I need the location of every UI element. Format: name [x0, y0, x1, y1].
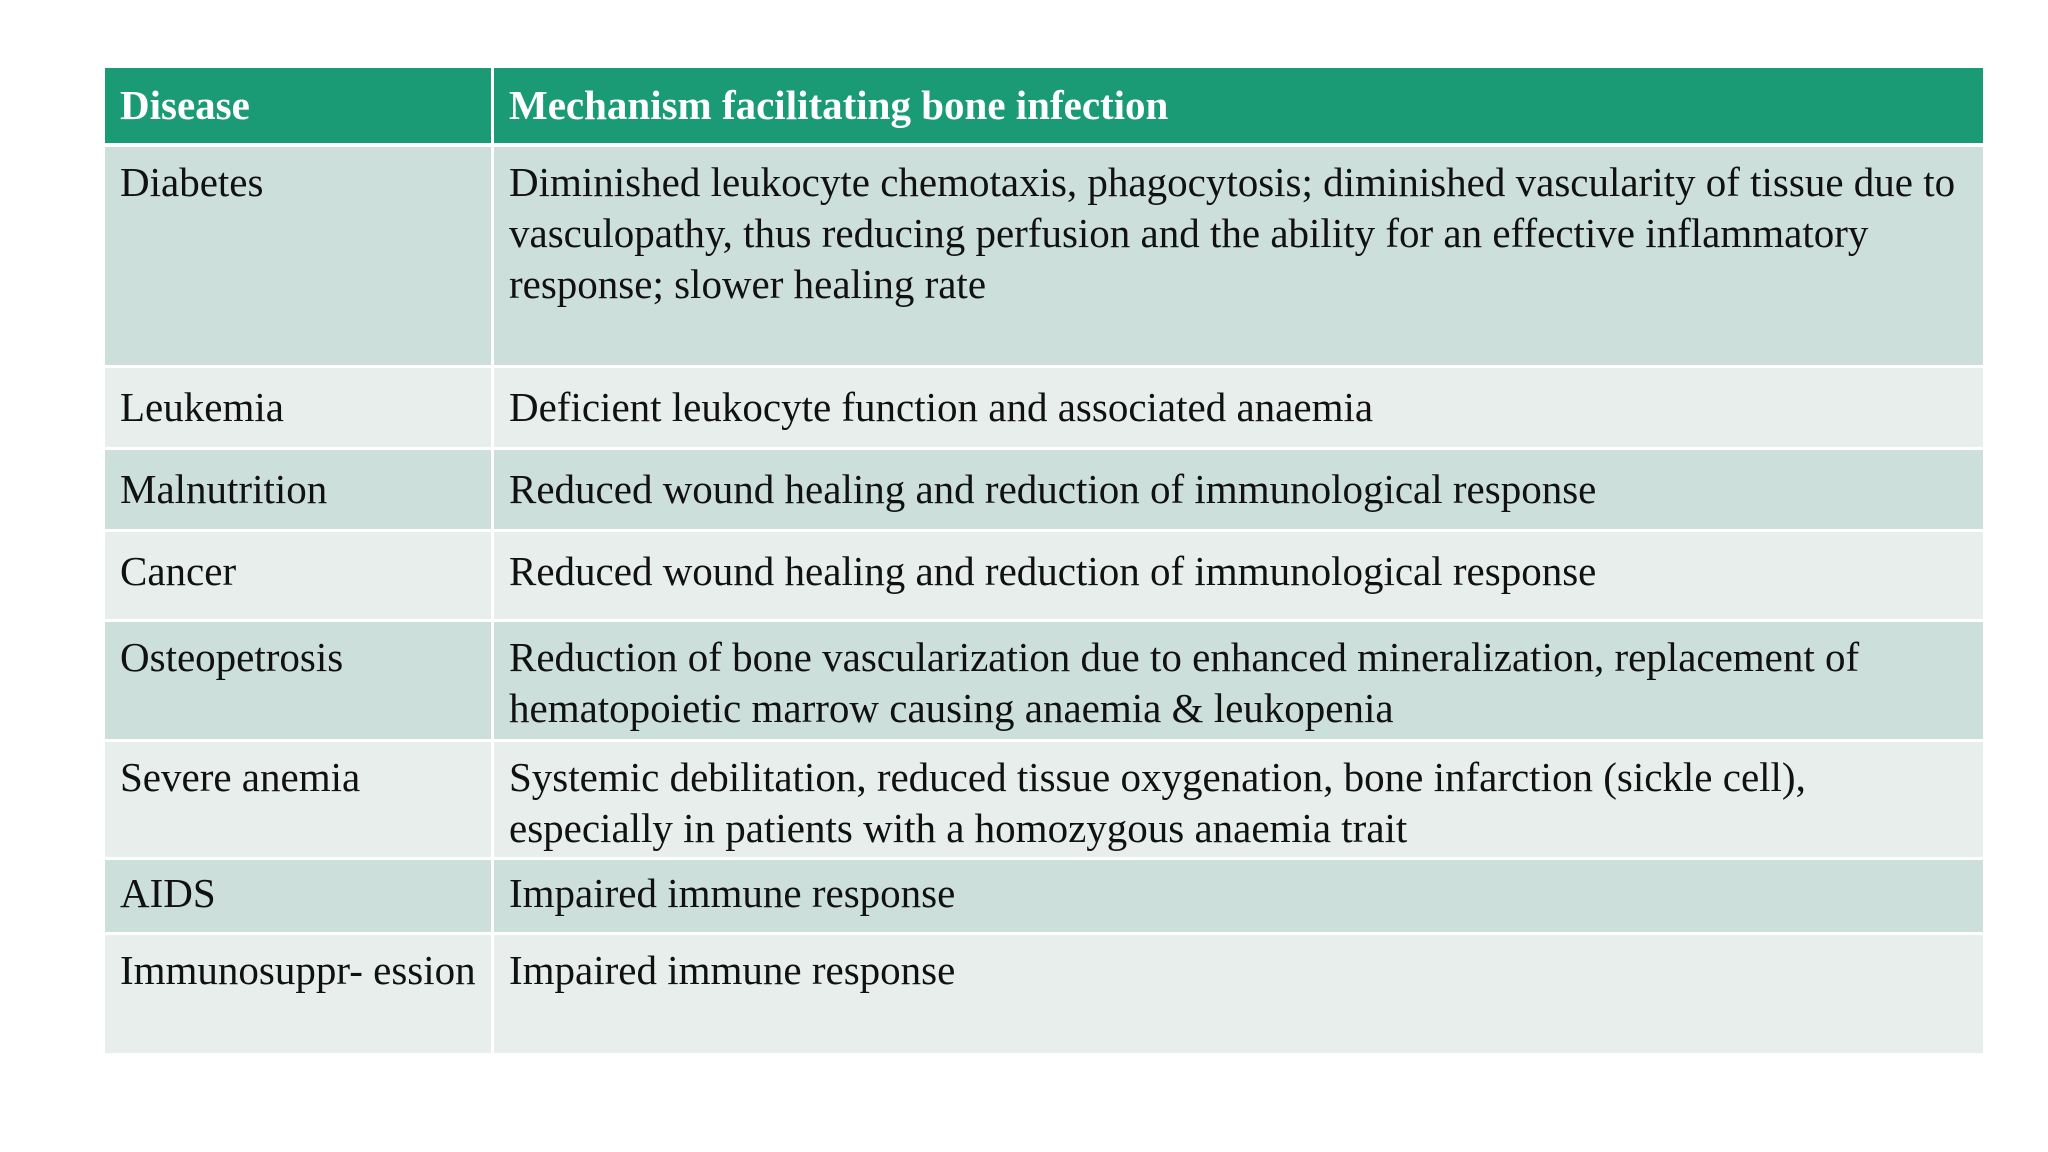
disease-cell: Severe anemia: [105, 742, 491, 860]
table-row: [105, 147, 1983, 368]
header-mechanism: Mechanism facilitating bone infection: [491, 68, 1983, 147]
mechanism-cell: Deficient leukocyte function and associated anaemia: [491, 368, 1983, 450]
table-row: [105, 742, 1983, 860]
table-row: [105, 450, 1983, 532]
header-disease: Disease: [105, 68, 491, 147]
disease-cell: AIDS: [105, 860, 491, 935]
disease-cell: Immunosuppr- ession: [105, 935, 491, 1053]
mechanism-cell: Diminished leukocyte chemotaxis, phagocytosis; diminished vascularity of tissue due to vasculopathy, thus reducing perfusion and the ability for an effective inflammatory response; slower healing rate: [491, 147, 1983, 368]
table-row: [105, 532, 1983, 622]
mechanism-cell: Systemic debilitation, reduced tissue oxygenation, bone infarction (sickle cell), especially in patients with a homozygous anaemia trait: [491, 742, 1983, 860]
mechanism-cell: Impaired immune response: [491, 935, 1983, 1053]
disease-cell: Diabetes: [105, 147, 491, 368]
table-row: [105, 860, 1983, 935]
mechanism-cell: Reduced wound healing and reduction of immunological response: [491, 450, 1983, 532]
disease-cell: Leukemia: [105, 368, 491, 450]
mechanism-cell: Impaired immune response: [491, 860, 1983, 935]
table-row: [105, 622, 1983, 742]
disease-cell: Cancer: [105, 532, 491, 622]
mechanism-cell: Reduction of bone vascularization due to enhanced mineralization, replacement of hematopoietic marrow causing anaemia & leukopenia: [491, 622, 1983, 742]
table-header-row: [105, 68, 1983, 147]
disease-cell: Malnutrition: [105, 450, 491, 532]
mechanism-cell: Reduced wound healing and reduction of immunological response: [491, 532, 1983, 622]
disease-cell: Osteopetrosis: [105, 622, 491, 742]
disease-mechanism-table: [105, 68, 1983, 1053]
table-row: [105, 368, 1983, 450]
table-row: [105, 935, 1983, 1053]
